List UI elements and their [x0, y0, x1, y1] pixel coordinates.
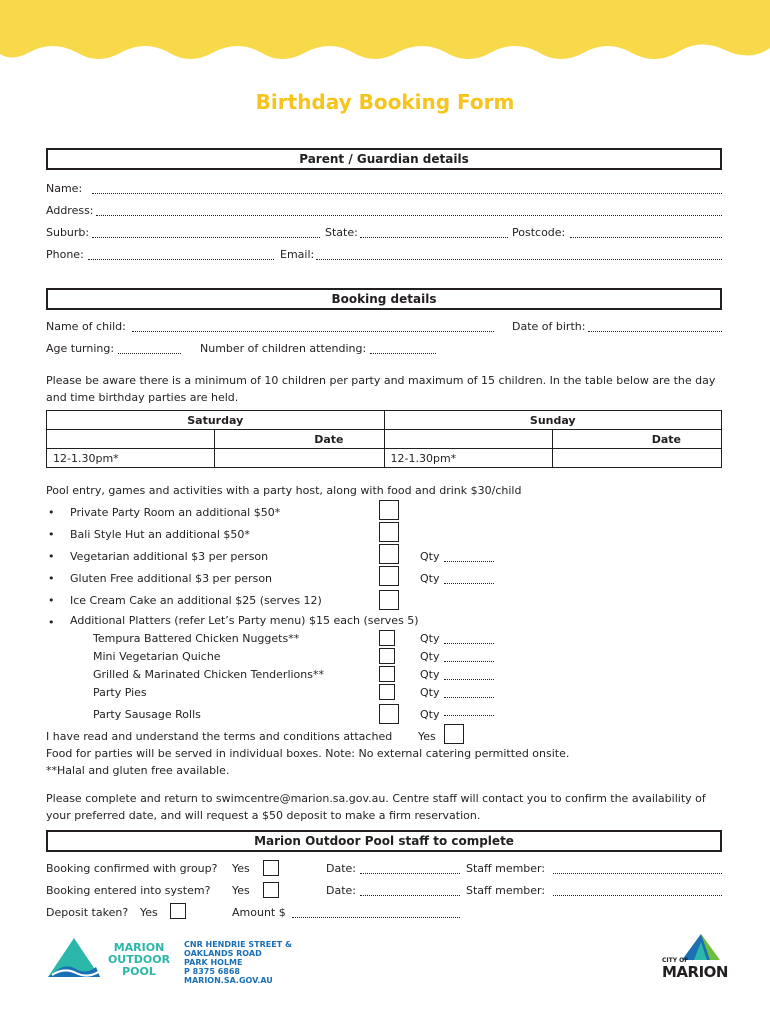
tempura-qty-label: Qty	[420, 632, 440, 645]
pool-address	[184, 940, 292, 985]
header-wave	[0, 0, 770, 70]
deposit-checkbox[interactable]	[170, 903, 186, 919]
suburb-field[interactable]	[92, 237, 320, 238]
staff-section-header: Marion Outdoor Pool staff to complete	[46, 830, 722, 852]
pies-checkbox[interactable]	[379, 684, 395, 700]
sunday-date-header: Date	[552, 430, 722, 449]
parent-section-header: Parent / Guardian details	[46, 148, 722, 170]
confirmed-checkbox[interactable]	[263, 860, 279, 876]
platters-label: Additional Platters (refer Let’s Party menu) $15 each (serves 5)	[70, 614, 419, 627]
pies-qty-label: Qty	[420, 686, 440, 699]
pies-label: Party Pies	[93, 686, 147, 699]
booking-section-header: Booking details	[46, 288, 722, 310]
deposit-label: Deposit taken?	[46, 906, 129, 919]
vegetarian-checkbox[interactable]	[379, 544, 399, 564]
vegetarian-qty-field[interactable]	[444, 561, 494, 562]
state-field[interactable]	[360, 237, 508, 238]
saturday-date-header: Date	[215, 430, 385, 449]
address-line: PARK HOLME	[184, 958, 243, 967]
num-children-label: Number of children attending:	[200, 342, 367, 355]
bali-hut-checkbox[interactable]	[379, 522, 399, 542]
tempura-qty-field[interactable]	[444, 643, 494, 644]
bullet: •	[48, 616, 55, 629]
sausage-label: Party Sausage Rolls	[93, 708, 201, 721]
entered-date-field[interactable]	[360, 895, 460, 896]
bullet: •	[48, 550, 55, 563]
amount-label: Amount $	[232, 906, 286, 919]
halal-note: **Halal and gluten free available.	[46, 764, 230, 777]
pool-logo-text	[104, 942, 174, 978]
state-label: State:	[325, 226, 358, 239]
entered-date-label: Date:	[326, 884, 356, 897]
sausage-qty-label: Qty	[420, 708, 440, 721]
address-line: OAKLANDS ROAD	[184, 949, 262, 958]
confirmed-label: Booking confirmed with group?	[46, 862, 218, 875]
dob-field[interactable]	[588, 331, 722, 332]
tenderlions-label: Grilled & Marinated Chicken Tenderlions**	[93, 668, 324, 681]
address-label: Address:	[46, 204, 94, 217]
phone-field[interactable]	[88, 259, 274, 260]
bali-hut-label: Bali Style Hut an additional $50*	[70, 528, 250, 541]
vegetarian-qty-label: Qty	[420, 550, 440, 563]
amount-field[interactable]	[292, 917, 460, 918]
vegetarian-label: Vegetarian additional $3 per person	[70, 550, 269, 563]
entered-staff-field[interactable]	[553, 895, 722, 896]
gluten-free-checkbox[interactable]	[379, 566, 399, 586]
tenderlions-qty-label: Qty	[420, 668, 440, 681]
ice-cream-checkbox[interactable]	[379, 590, 399, 610]
bullet: •	[48, 572, 55, 585]
gluten-free-qty-field[interactable]	[444, 583, 494, 584]
tempura-checkbox[interactable]	[379, 630, 395, 646]
quiche-qty-label: Qty	[420, 650, 440, 663]
food-note: Food for parties will be served in individual boxes. Note: No external catering permitted onsite.	[46, 747, 570, 760]
sunday-time: 12-1.30pm*	[384, 449, 552, 468]
website-line: MARION.SA.GOV.AU	[184, 976, 273, 985]
bullet: •	[48, 594, 55, 607]
tempura-label: Tempura Battered Chicken Nuggets**	[93, 632, 300, 645]
form-title: Birthday Booking Form	[255, 90, 515, 114]
entered-yes-label: Yes	[232, 884, 250, 897]
phone-line: P 8375 6868	[184, 967, 240, 976]
party-days-table	[46, 410, 722, 468]
suburb-label: Suburb:	[46, 226, 90, 239]
child-name-field[interactable]	[132, 331, 494, 332]
sunday-header: Sunday	[384, 411, 722, 430]
entered-label: Booking entered into system?	[46, 884, 211, 897]
confirmed-staff-field[interactable]	[553, 873, 722, 874]
private-room-checkbox[interactable]	[379, 500, 399, 520]
sunday-date-cell[interactable]	[552, 449, 722, 468]
marion-label: MARION	[662, 963, 728, 981]
private-room-label: Private Party Room an additional $50*	[70, 506, 281, 519]
confirmed-date-field[interactable]	[360, 873, 460, 874]
address-line: CNR HENDRIE STREET &	[184, 940, 292, 949]
saturday-time: 12-1.30pm*	[47, 449, 215, 468]
terms-label: I have read and understand the terms and conditions attached	[46, 730, 393, 743]
pool-logo-line1: MARION	[113, 941, 165, 954]
name-field[interactable]	[92, 193, 722, 194]
bullet: •	[48, 528, 55, 541]
pool-logo-icon	[46, 935, 102, 980]
confirmed-date-label: Date:	[326, 862, 356, 875]
pool-logo-line2: OUTDOOR	[107, 953, 171, 966]
tenderlions-qty-field[interactable]	[444, 679, 494, 680]
saturday-date-cell[interactable]	[215, 449, 385, 468]
gluten-free-label: Gluten Free additional $3 per person	[70, 572, 273, 585]
email-field[interactable]	[316, 259, 722, 260]
dob-label: Date of birth:	[512, 320, 586, 333]
entered-staff-label: Staff member:	[466, 884, 546, 897]
pool-logo-line3: POOL	[122, 965, 156, 978]
quiche-checkbox[interactable]	[379, 648, 395, 664]
name-label: Name:	[46, 182, 83, 195]
postcode-field[interactable]	[570, 237, 722, 238]
ice-cream-label: Ice Cream Cake an additional $25 (serves 12)	[70, 594, 322, 607]
confirmed-yes-label: Yes	[232, 862, 250, 875]
tenderlions-checkbox[interactable]	[379, 666, 395, 682]
saturday-header: Saturday	[47, 411, 385, 430]
return-note: Please complete and return to swimcentre@marion.sa.gov.au. Centre staff will contact you to confirm the availability of your preferred date, and will request a $50 deposit to make a firm reservation.	[46, 792, 706, 822]
phone-label: Phone:	[46, 248, 84, 261]
sausage-qty-field[interactable]	[444, 715, 494, 716]
postcode-label: Postcode:	[512, 226, 566, 239]
confirmed-staff-label: Staff member:	[466, 862, 546, 875]
notice-text: Please be aware there is a minimum of 10 children per party and maximum of 15 children. In the table below are the day and time birthday parties are held.	[46, 374, 716, 404]
quiche-qty-field[interactable]	[444, 661, 494, 662]
age-field[interactable]	[118, 353, 181, 354]
package-intro: Pool entry, games and activities with a party host, along with food and drink $30/child	[46, 484, 522, 497]
num-children-field[interactable]	[370, 353, 436, 354]
pies-qty-field[interactable]	[444, 697, 494, 698]
quiche-label: Mini Vegetarian Quiche	[93, 650, 221, 663]
gluten-free-qty-label: Qty	[420, 572, 440, 585]
bullet: •	[48, 506, 55, 519]
address-field[interactable]	[96, 215, 722, 216]
child-name-label: Name of child:	[46, 320, 126, 333]
email-label: Email:	[280, 248, 315, 261]
terms-checkbox[interactable]	[444, 724, 464, 744]
terms-yes-label: Yes	[418, 730, 436, 743]
sausage-checkbox[interactable]	[379, 704, 399, 724]
city-of-label: CITY OF	[662, 957, 689, 964]
entered-checkbox[interactable]	[263, 882, 279, 898]
age-label: Age turning:	[46, 342, 115, 355]
deposit-yes-label: Yes	[140, 906, 158, 919]
